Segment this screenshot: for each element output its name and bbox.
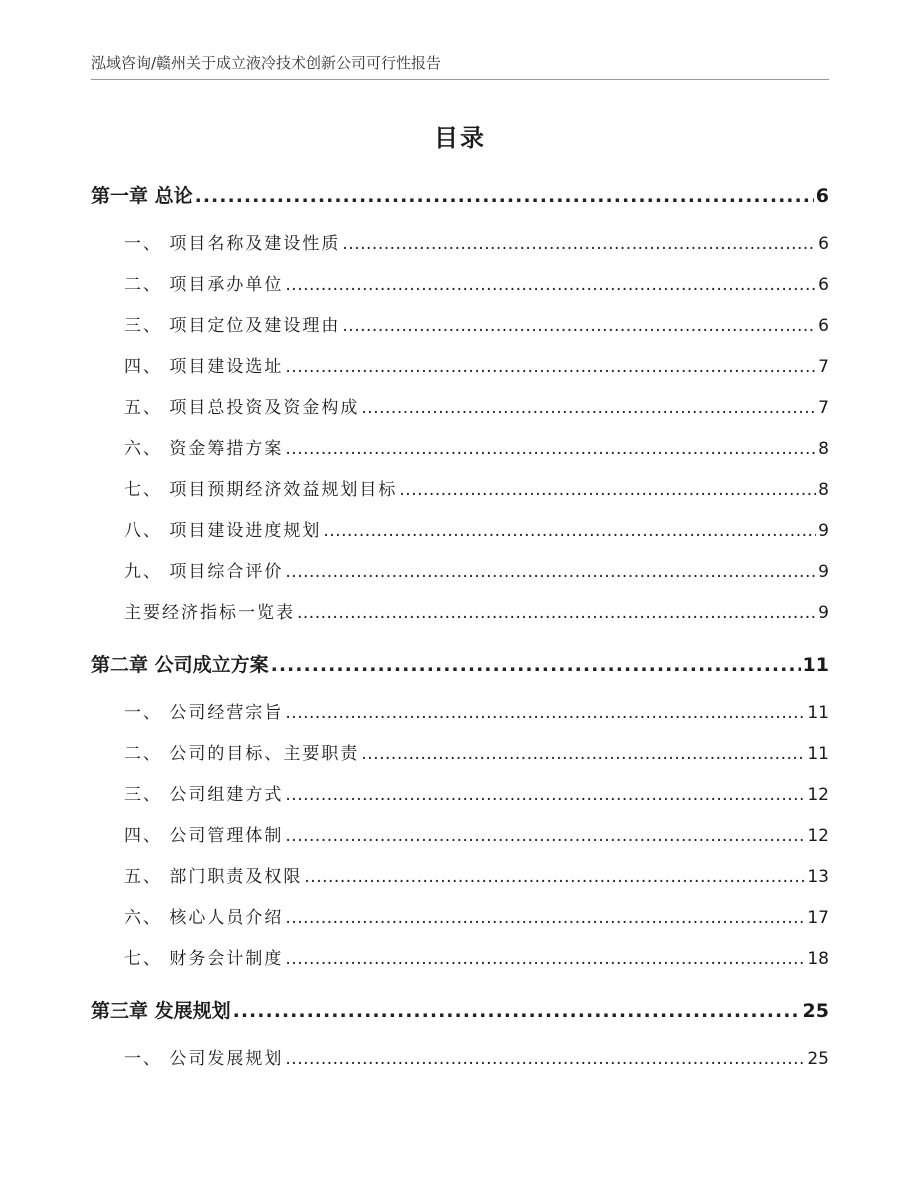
toc-entry-label: 七、 项目预期经济效益规划目标 <box>124 480 398 500</box>
toc-entry-label: 二、 项目承办单位 <box>124 275 284 295</box>
toc-page-number: 6 <box>818 316 829 336</box>
toc-page-number: 25 <box>802 1000 829 1022</box>
toc-section-entry[interactable] <box>91 347 829 388</box>
dot-leader <box>271 644 801 687</box>
toc-entry-label: 七、 财务会计制度 <box>124 949 284 969</box>
dot-leader <box>361 388 816 429</box>
toc-section-entry[interactable] <box>91 429 829 470</box>
toc-page-number: 13 <box>807 867 829 887</box>
toc-section-entry[interactable] <box>91 857 829 898</box>
toc-page-number: 9 <box>818 603 829 623</box>
dot-leader <box>285 265 816 306</box>
toc-entry-label: 二、 公司的目标、主要职责 <box>124 744 360 764</box>
toc-entry-label: 四、 项目建设选址 <box>124 357 284 377</box>
toc-entry-label: 五、 部门职责及权限 <box>124 867 303 887</box>
dot-leader <box>285 552 816 593</box>
dot-leader <box>285 693 805 734</box>
toc-page-number: 7 <box>818 398 829 418</box>
toc-chapter-entry[interactable] <box>91 644 829 687</box>
toc-chapter-entry[interactable] <box>91 175 829 218</box>
dot-leader <box>285 816 805 857</box>
toc-page-number: 18 <box>807 949 829 969</box>
toc-page-number: 7 <box>818 357 829 377</box>
toc-page-number: 11 <box>807 703 829 723</box>
toc-chapter-entry[interactable] <box>91 990 829 1033</box>
dot-leader <box>342 306 816 347</box>
toc-section-entry[interactable] <box>91 388 829 429</box>
toc-section-entry[interactable] <box>91 306 829 347</box>
toc-entry-label: 四、 公司管理体制 <box>124 826 284 846</box>
page-title: 目录 <box>434 124 486 152</box>
dot-leader <box>285 939 805 980</box>
toc-section-entry[interactable] <box>91 593 829 634</box>
toc-section-entry[interactable] <box>91 939 829 980</box>
toc-section-entry[interactable] <box>91 1039 829 1080</box>
dot-leader <box>342 224 816 265</box>
dot-leader <box>285 775 805 816</box>
dot-leader <box>297 593 816 634</box>
dot-leader <box>399 470 816 511</box>
toc-section-entry[interactable] <box>91 224 829 265</box>
toc-section-entry[interactable] <box>91 265 829 306</box>
toc-page-number: 17 <box>807 908 829 928</box>
table-of-contents <box>91 175 829 1080</box>
toc-entry-label: 第三章 发展规划 <box>91 1000 231 1022</box>
toc-section-entry[interactable] <box>91 816 829 857</box>
toc-page-number: 6 <box>818 234 829 254</box>
toc-page-number: 25 <box>807 1049 829 1069</box>
toc-entry-label: 主要经济指标一览表 <box>124 603 295 623</box>
toc-page-number: 11 <box>802 654 829 676</box>
toc-page-number: 8 <box>818 480 829 500</box>
toc-page-number: 9 <box>818 562 829 582</box>
toc-page-number: 12 <box>807 826 829 846</box>
dot-leader <box>323 511 816 552</box>
toc-section-entry[interactable] <box>91 470 829 511</box>
toc-section-entry[interactable] <box>91 511 829 552</box>
toc-entry-label: 六、 核心人员介绍 <box>124 908 284 928</box>
toc-section-entry[interactable] <box>91 552 829 593</box>
dot-leader <box>361 734 805 775</box>
toc-section-entry[interactable] <box>91 734 829 775</box>
toc-section-entry[interactable] <box>91 898 829 939</box>
toc-entry-label: 一、 公司发展规划 <box>124 1049 284 1069</box>
dot-leader <box>285 898 805 939</box>
toc-entry-label: 一、 项目名称及建设性质 <box>124 234 341 254</box>
toc-entry-label: 第二章 公司成立方案 <box>91 654 269 676</box>
toc-entry-label: 八、 项目建设进度规划 <box>124 521 322 541</box>
toc-entry-label: 五、 项目总投资及资金构成 <box>124 398 360 418</box>
running-header: 泓域咨询/赣州关于成立液冷技术创新公司可行性报告 <box>91 54 442 72</box>
toc-entry-label: 六、 资金筹措方案 <box>124 439 284 459</box>
toc-page-number: 12 <box>807 785 829 805</box>
toc-page-number: 9 <box>818 521 829 541</box>
dot-leader <box>304 857 805 898</box>
toc-section-entry[interactable] <box>91 693 829 734</box>
dot-leader <box>195 175 814 218</box>
toc-entry-label: 第一章 总论 <box>91 185 193 207</box>
toc-entry-label: 三、 项目定位及建设理由 <box>124 316 341 336</box>
toc-page-number: 11 <box>807 744 829 764</box>
toc-page-number: 6 <box>815 185 829 207</box>
dot-leader <box>233 990 801 1033</box>
toc-page-number: 8 <box>818 439 829 459</box>
dot-leader <box>285 1039 805 1080</box>
dot-leader <box>285 347 816 388</box>
header-divider <box>91 79 829 80</box>
dot-leader <box>285 429 816 470</box>
toc-entry-label: 三、 公司组建方式 <box>124 785 284 805</box>
toc-section-entry[interactable] <box>91 775 829 816</box>
toc-entry-label: 九、 项目综合评价 <box>124 562 284 582</box>
toc-entry-label: 一、 公司经营宗旨 <box>124 703 284 723</box>
toc-page-number: 6 <box>818 275 829 295</box>
